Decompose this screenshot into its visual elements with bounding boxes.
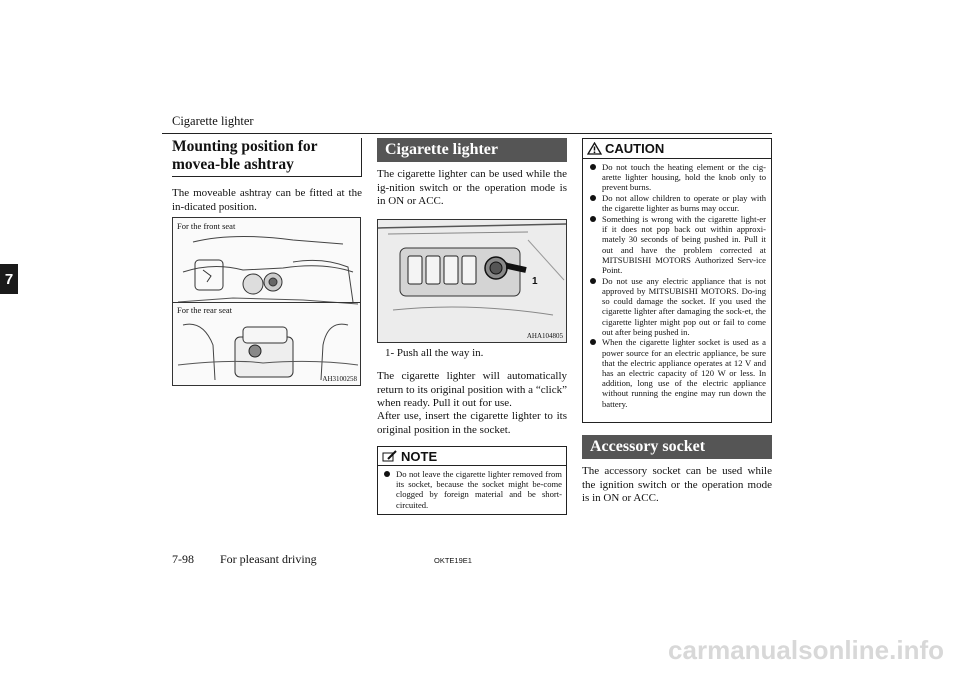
cigarette-lighter-figure bbox=[377, 219, 567, 343]
header-rule bbox=[162, 133, 772, 134]
caution-item: Something is wrong with the cigarette light-er if it does not pop back out within approxi-mately 30 seconds of being pushed in. Pull it out and have the problem corrected at MITSUBISHI MOTORS Authorized Serv-ice Point. bbox=[588, 214, 766, 275]
bullet-icon bbox=[590, 278, 596, 284]
caution-title-row bbox=[583, 139, 771, 159]
cigarette-lighter-para-2: After use, insert the cigarette lighter to its original position in the socket. bbox=[377, 410, 567, 436]
page-header-title: Cigarette lighter bbox=[172, 114, 254, 128]
left-column bbox=[172, 138, 362, 214]
figure-code: AH3100258 bbox=[322, 375, 357, 383]
bullet-icon bbox=[590, 164, 596, 170]
note-list bbox=[378, 466, 566, 510]
caution-list bbox=[583, 159, 771, 409]
note-title-row bbox=[378, 447, 566, 466]
figure-code: AHA104805 bbox=[526, 332, 563, 340]
bullet-icon bbox=[384, 471, 390, 477]
warning-triangle-icon bbox=[587, 142, 602, 155]
figure-label-rear-seat: For the rear seat bbox=[177, 305, 232, 315]
section-heading-cigarette-lighter: Cigarette lighter bbox=[377, 138, 567, 162]
ashtray-body-text: The moveable ashtray can be fitted at the in-dicated position. bbox=[172, 187, 362, 213]
footer-page-number: 7-98 bbox=[172, 552, 194, 566]
cigarette-lighter-intro: The cigarette lighter can be used while the ig-nition switch or the operation mode is in ON or ACC. bbox=[377, 168, 567, 207]
bullet-icon bbox=[590, 195, 596, 201]
figure-callout-number: 1 bbox=[532, 276, 538, 287]
section-heading-ashtray: Mounting position for movea-ble ashtray bbox=[172, 138, 362, 177]
section-heading-accessory-socket: Accessory socket bbox=[582, 435, 772, 459]
cigarette-lighter-para-1: The cigarette lighter will automatically return to its original position with a “click” when ready. Pull it out for use. bbox=[377, 370, 567, 409]
accessory-socket-body: The accessory socket can be used while the ignition switch or the operation mode is in ON or ACC. bbox=[582, 465, 772, 504]
chapter-tab: 7 bbox=[0, 264, 18, 294]
bullet-icon bbox=[590, 216, 596, 222]
caution-item: Do not use any electric appliance that is not approved by MITSUBISHI MOTORS. Do-ing so could damage the socket. If you used the cigarette lighter after damaging the sock-et, the cigarette lighter might pop out or fail to come out after being pushed in. bbox=[588, 276, 766, 337]
figure-label-front-seat: For the front seat bbox=[177, 221, 236, 231]
note-title: NOTE bbox=[401, 448, 438, 464]
watermark-text: carmanualsonline.info bbox=[668, 635, 944, 665]
caution-item: Do not allow children to operate or play with the cigarette lighter as burns may occur. bbox=[588, 193, 766, 213]
note-pen-icon bbox=[382, 450, 398, 463]
footer-doc-code: OKTE19E1 bbox=[434, 556, 472, 565]
bullet-icon bbox=[590, 339, 596, 345]
footer-section-title: For pleasant driving bbox=[220, 552, 317, 566]
figure-divider bbox=[173, 302, 360, 303]
caution-title: CAUTION bbox=[605, 141, 665, 156]
note-box bbox=[377, 446, 567, 515]
caution-item: When the cigarette lighter socket is used as a power source for an electric appliance, be sure that the electric appliance operates at 12 V and has an electric capacity of 120 W or less. In addition, long use of the electric appliance without running the engine may run down the battery. bbox=[588, 337, 766, 408]
caution-item: Do not touch the heating element or the cig-arette lighter housing, hold the knob only to prevent burns. bbox=[588, 162, 766, 193]
front-seat-console-illustration bbox=[173, 232, 360, 312]
ashtray-figure bbox=[172, 217, 361, 386]
figure-caption: 1- Push all the way in. bbox=[385, 347, 484, 359]
caution-box bbox=[582, 138, 772, 423]
note-item: Do not leave the cigarette lighter removed from its socket, because the socket might be-come clogged by foreign material and be short-circuited. bbox=[382, 469, 562, 510]
